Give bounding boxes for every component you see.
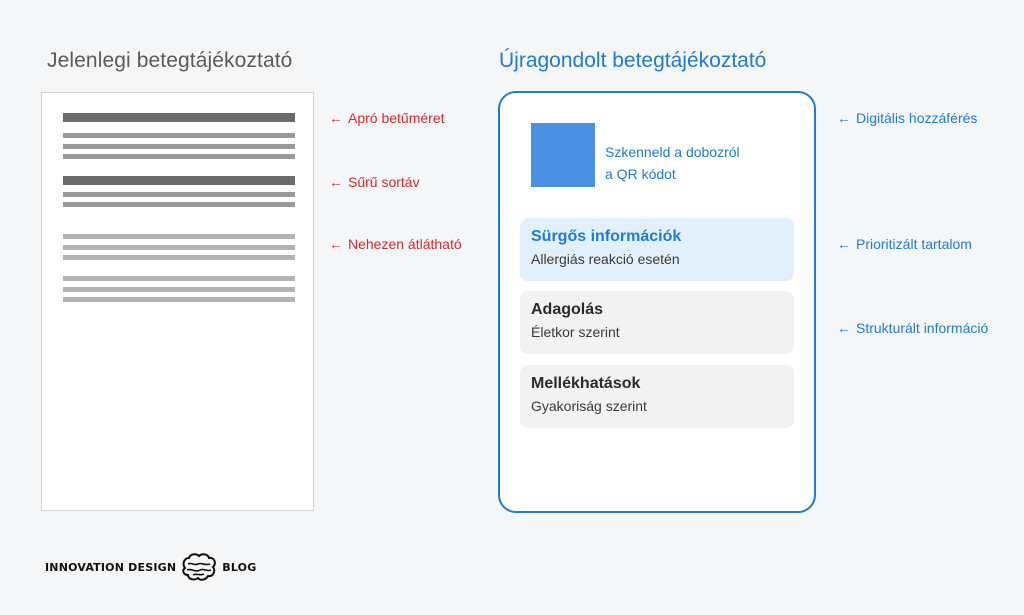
card-subtitle: Életkor szerint bbox=[531, 324, 620, 340]
current-leaflet-title: Jelenlegi betegtájékoztató bbox=[47, 49, 293, 72]
card-subtitle: Allergiás reakció esetén bbox=[531, 251, 680, 267]
qr-code-icon bbox=[531, 123, 595, 187]
annotation-label: Strukturált információ bbox=[856, 320, 989, 336]
qr-instruction-line: Szkenneld a dobozról bbox=[605, 144, 740, 160]
annotation-label: Digitális hozzáférés bbox=[856, 110, 978, 126]
text-line bbox=[63, 202, 295, 207]
text-line bbox=[63, 287, 295, 292]
qr-instruction bbox=[605, 141, 740, 185]
card-title: Sürgős információk bbox=[531, 228, 682, 245]
text-line bbox=[63, 234, 295, 239]
urgent-info-card bbox=[520, 218, 794, 281]
text-line-heading bbox=[63, 113, 295, 122]
arrow-left-icon: ← bbox=[329, 174, 343, 190]
current-leaflet-document bbox=[41, 92, 314, 511]
redesigned-leaflet-title: Újragondolt betegtájékoztató bbox=[499, 49, 767, 72]
text-line bbox=[63, 276, 295, 281]
arrow-left-icon: ← bbox=[329, 236, 343, 252]
arrow-left-icon: ← bbox=[329, 110, 343, 126]
text-line bbox=[63, 192, 295, 197]
annotation-label: Prioritizált tartalom bbox=[856, 236, 972, 252]
text-line bbox=[63, 144, 295, 149]
text-line-heading bbox=[63, 176, 295, 185]
card-title: Adagolás bbox=[531, 301, 604, 318]
text-line bbox=[63, 154, 295, 159]
card-title: Mellékhatások bbox=[531, 375, 641, 392]
arrow-left-icon: ← bbox=[837, 236, 851, 252]
blog-logo bbox=[45, 552, 256, 582]
annotation-hard-to-scan bbox=[329, 236, 462, 252]
annotation-prioritized-content bbox=[837, 236, 972, 252]
arrow-left-icon: ← bbox=[837, 110, 851, 126]
text-line bbox=[63, 255, 295, 260]
dosage-card bbox=[520, 291, 794, 354]
brain-icon bbox=[180, 552, 218, 582]
qr-instruction-line: a QR kódot bbox=[605, 166, 676, 182]
annotation-label: Sűrű sortáv bbox=[348, 174, 420, 190]
text-line bbox=[63, 297, 295, 302]
arrow-left-icon: ← bbox=[837, 320, 851, 336]
annotation-dense-spacing bbox=[329, 174, 420, 190]
side-effects-card bbox=[520, 365, 794, 428]
redesigned-leaflet-document bbox=[498, 91, 816, 513]
annotation-label: Apró betűméret bbox=[348, 110, 445, 126]
annotation-digital-access bbox=[837, 110, 977, 126]
annotation-label: Nehezen átlátható bbox=[348, 236, 462, 252]
text-line bbox=[63, 245, 295, 250]
annotation-small-font bbox=[329, 110, 445, 126]
text-line bbox=[63, 133, 295, 138]
annotation-structured-info bbox=[837, 320, 988, 336]
card-subtitle: Gyakoriság szerint bbox=[531, 398, 647, 414]
logo-text-right: BLOG bbox=[222, 560, 257, 574]
logo-text-left: INNOVATION DESIGN bbox=[45, 560, 177, 574]
